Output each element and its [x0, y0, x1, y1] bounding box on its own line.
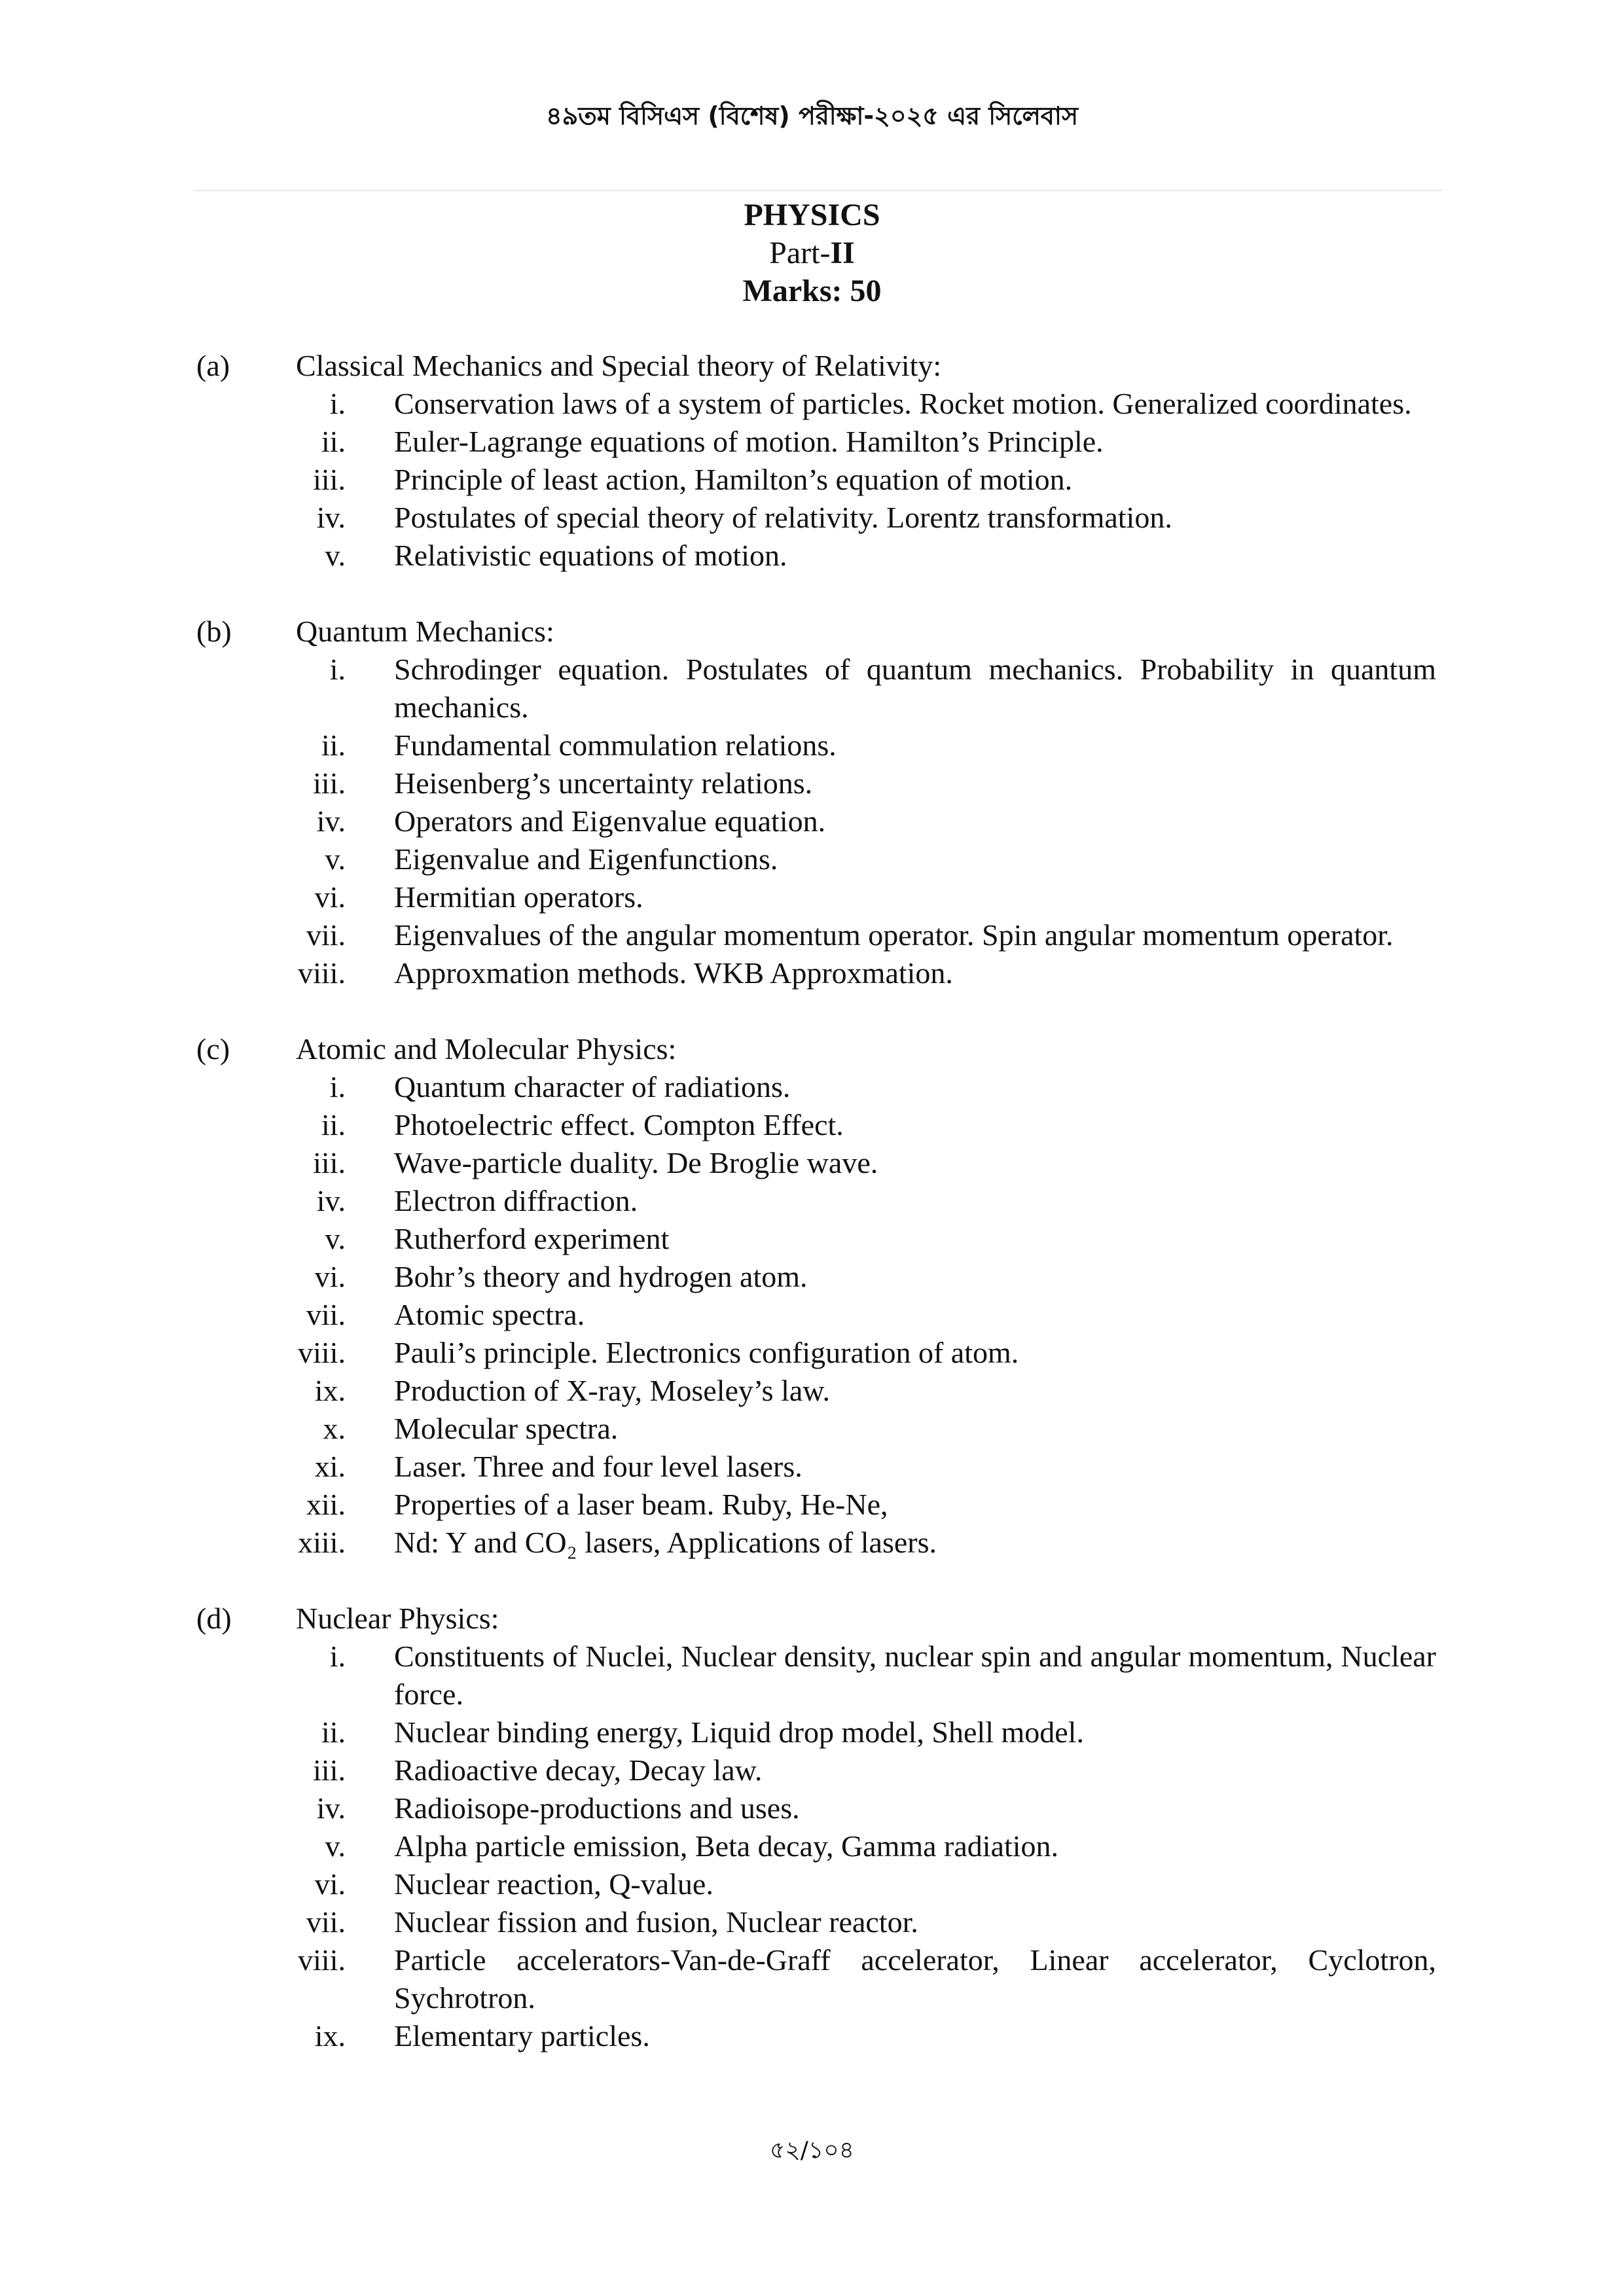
- item-numeral: iii.: [313, 463, 346, 496]
- syllabus-section: [0, 1030, 1624, 1562]
- list-item: [0, 1220, 1624, 1258]
- item-numeral: i.: [329, 1640, 346, 1673]
- item-numeral: v.: [325, 842, 346, 876]
- item-numeral: iii.: [313, 1753, 346, 1787]
- item-numeral: ix.: [314, 2019, 346, 2053]
- item-text: Nd: Y and CO₂ lasers, Applications of lasers.: [394, 1526, 937, 1559]
- page-header: ৪৯তম বিসিএস (বিশেষ) পরীক্ষা-২০২৫ এর সিলেবাস: [545, 101, 1079, 130]
- item-text: Nuclear fission and fusion, Nuclear reactor.: [394, 1905, 918, 1939]
- section-letter: (c): [196, 1032, 230, 1066]
- item-text: Radioactive decay, Decay law.: [394, 1753, 763, 1787]
- list-item: [0, 916, 1624, 954]
- item-text: Operators and Eigenvalue equation.: [394, 804, 826, 838]
- section-heading: [0, 347, 1624, 385]
- list-item: [0, 1296, 1624, 1334]
- item-text: Schrodinger equation. Postulates of quantum mechanics. Probability in quantum mechanics.: [394, 653, 1436, 724]
- item-numeral: xi.: [314, 1450, 346, 1483]
- list-item: [0, 840, 1624, 878]
- list-item: [0, 764, 1624, 802]
- section-title: Quantum Mechanics:: [296, 615, 554, 648]
- part-prefix: Part-: [769, 236, 831, 270]
- item-numeral: i.: [329, 387, 346, 420]
- item-text: Photoelectric effect. Compton Effect.: [394, 1108, 844, 1141]
- item-text: Heisenberg’s uncertainty relations.: [394, 766, 813, 800]
- item-numeral: xii.: [306, 1488, 346, 1521]
- list-item: [0, 1524, 1624, 1562]
- subject-title: PHYSICS: [744, 198, 880, 232]
- list-item: [0, 1713, 1624, 1751]
- list-item: [0, 802, 1624, 840]
- section-heading: [0, 613, 1624, 651]
- item-numeral: viii.: [298, 956, 346, 990]
- item-numeral: iii.: [313, 766, 346, 800]
- list-item: [0, 1789, 1624, 1827]
- list-item: [0, 1372, 1624, 1410]
- item-text: Bohr’s theory and hydrogen atom.: [394, 1260, 808, 1293]
- list-item: [0, 954, 1624, 992]
- list-item: [0, 1638, 1624, 1713]
- list-item: [0, 537, 1624, 575]
- list-item: [0, 461, 1624, 499]
- item-text: Elementary particles.: [394, 2019, 650, 2053]
- item-numeral: ii.: [321, 1108, 346, 1141]
- section-title: Atomic and Molecular Physics:: [296, 1032, 677, 1066]
- item-numeral: iv.: [316, 1791, 346, 1825]
- list-item: [0, 878, 1624, 916]
- list-item: [0, 1334, 1624, 1372]
- list-item: [0, 2017, 1624, 2055]
- item-text: Quantum character of radiations.: [394, 1070, 791, 1103]
- item-numeral: v.: [325, 1829, 346, 1863]
- item-text: Properties of a laser beam. Ruby, He-Ne,: [394, 1488, 888, 1521]
- item-text: Nuclear binding energy, Liquid drop model, Shell model.: [394, 1715, 1084, 1749]
- item-numeral: vii.: [306, 1905, 346, 1939]
- list-item: [0, 499, 1624, 537]
- section-letter: (a): [196, 349, 230, 382]
- list-item: [0, 1068, 1624, 1106]
- item-numeral: i.: [329, 1070, 346, 1103]
- list-item: [0, 1865, 1624, 1903]
- item-numeral: iii.: [313, 1146, 346, 1179]
- list-item: [0, 385, 1624, 423]
- item-text: Particle accelerators-Van-de-Graff accelerator, Linear accelerator, Cyclotron, Sychrotron.: [394, 1943, 1436, 2015]
- item-text: Relativistic equations of motion.: [394, 539, 787, 572]
- item-text: Radioisope-productions and uses.: [394, 1791, 800, 1825]
- syllabus-content: [0, 347, 1624, 2093]
- item-text: Fundamental commulation relations.: [394, 728, 837, 762]
- item-numeral: v.: [325, 539, 346, 572]
- item-numeral: vi.: [314, 1867, 346, 1901]
- item-text: Hermitian operators.: [394, 880, 643, 914]
- item-numeral: iv.: [316, 501, 346, 534]
- item-numeral: iv.: [316, 1184, 346, 1217]
- item-text: Molecular spectra.: [394, 1412, 619, 1445]
- item-text: Principle of least action, Hamilton’s equation of motion.: [394, 463, 1073, 496]
- syllabus-section: [0, 347, 1624, 575]
- section-letter: (b): [196, 615, 232, 648]
- item-numeral: x.: [323, 1412, 346, 1445]
- page-number: ৫২/১০৪: [769, 2137, 855, 2164]
- item-numeral: iv.: [316, 804, 346, 838]
- item-text: Conservation laws of a system of particles. Rocket motion. Generalized coordinates.: [394, 387, 1412, 420]
- item-numeral: ii.: [321, 1715, 346, 1749]
- item-text: Constituents of Nuclei, Nuclear density, nuclear spin and angular momentum, Nuclear force.: [394, 1640, 1436, 1711]
- item-numeral: ii.: [321, 425, 346, 458]
- list-item: [0, 1410, 1624, 1448]
- list-item: [0, 1903, 1624, 1941]
- item-numeral: v.: [325, 1222, 346, 1255]
- item-text: Approxmation methods. WKB Approxmation.: [394, 956, 953, 990]
- section-letter: (d): [196, 1602, 232, 1635]
- item-text: Eigenvalue and Eigenfunctions.: [394, 842, 778, 876]
- item-numeral: viii.: [298, 1336, 346, 1369]
- syllabus-section: [0, 1600, 1624, 2055]
- list-item: [0, 1106, 1624, 1144]
- item-text: Rutherford experiment: [394, 1222, 670, 1255]
- list-item: [0, 1448, 1624, 1486]
- section-heading: [0, 1030, 1624, 1068]
- list-item: [0, 651, 1624, 726]
- header-divider: [194, 190, 1443, 191]
- item-numeral: viii.: [298, 1943, 346, 1977]
- item-text: Pauli’s principle. Electronics configuration of atom.: [394, 1336, 1019, 1369]
- item-numeral: vi.: [314, 880, 346, 914]
- item-text: Wave-particle duality. De Broglie wave.: [394, 1146, 878, 1179]
- list-item: [0, 423, 1624, 461]
- part-number: II: [830, 236, 855, 270]
- title-block: [0, 196, 1624, 310]
- item-numeral: ix.: [314, 1374, 346, 1407]
- list-item: [0, 1751, 1624, 1789]
- marks-label: Marks: 50: [742, 274, 882, 308]
- item-numeral: vii.: [306, 1298, 346, 1331]
- list-item: [0, 1486, 1624, 1524]
- item-text: Eigenvalues of the angular momentum operator. Spin angular momentum operator.: [394, 918, 1394, 952]
- item-text: Electron diffraction.: [394, 1184, 638, 1217]
- syllabus-section: [0, 613, 1624, 992]
- list-item: [0, 1182, 1624, 1220]
- list-item: [0, 1258, 1624, 1296]
- item-numeral: ii.: [321, 728, 346, 762]
- item-text: Production of X-ray, Moseley’s law.: [394, 1374, 831, 1407]
- section-heading: [0, 1600, 1624, 1638]
- item-numeral: vi.: [314, 1260, 346, 1293]
- list-item: [0, 1941, 1624, 2017]
- section-title: Classical Mechanics and Special theory of Relativity:: [296, 349, 942, 382]
- item-text: Atomic spectra.: [394, 1298, 585, 1331]
- list-item: [0, 1144, 1624, 1182]
- item-numeral: vii.: [306, 918, 346, 952]
- item-text: Postulates of special theory of relativity. Lorentz transformation.: [394, 501, 1172, 534]
- list-item: [0, 726, 1624, 764]
- section-title: Nuclear Physics:: [296, 1602, 499, 1635]
- item-text: Laser. Three and four level lasers.: [394, 1450, 803, 1483]
- item-text: Euler-Lagrange equations of motion. Hamilton’s Principle.: [394, 425, 1104, 458]
- item-numeral: i.: [329, 653, 346, 686]
- item-text: Nuclear reaction, Q-value.: [394, 1867, 713, 1901]
- list-item: [0, 1827, 1624, 1865]
- item-text: Alpha particle emission, Beta decay, Gamma radiation.: [394, 1829, 1059, 1863]
- part-label: [0, 234, 1624, 272]
- item-numeral: xiii.: [298, 1526, 346, 1559]
